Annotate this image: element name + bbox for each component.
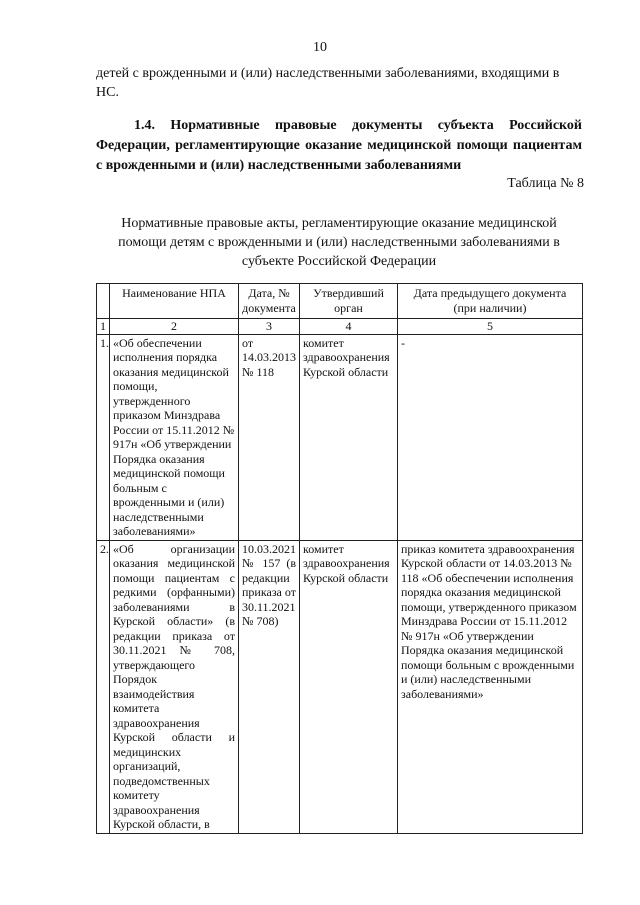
table-row	[97, 334, 583, 540]
page-number: 10	[313, 40, 327, 55]
table-caption: Нормативные правовые акты, регламентирующие оказание медицинской помощи детям с врожденными и (или) наследственными заболеваниями в субъекте Российской Федерации	[118, 216, 560, 269]
act-date: от 14.03.2013 № 118	[239, 334, 300, 540]
column-number: 4	[300, 319, 398, 335]
act-name: «Об организации оказания медицинской помощи пациентам с редкими (орфанными) заболеваниями в Курской области» (в редакции приказа от 30.11.2021 № 708, утверждающего Порядок взаимодействия комитета здравоохранения Курской области и медицинских организаций, подведомственных комитету здравоохранения Курской области, в	[110, 540, 239, 833]
column-number: 3	[239, 319, 300, 335]
header-cell-previous: Дата предыдущего документа (при наличии)	[398, 284, 583, 319]
table-number: Таблица № 8	[507, 176, 584, 191]
column-number: 2	[110, 319, 239, 335]
table-header-row	[97, 284, 583, 319]
act-date: 10.03.2021 № 157 (в редакции приказа от 30.11.2021 № 708)	[239, 540, 300, 833]
intro-paragraph: детей с врожденными и (или) наследственными заболеваниями, входящими в НС.	[96, 66, 560, 100]
column-number: 5	[398, 319, 583, 335]
previous-document: -	[398, 334, 583, 540]
header-cell-number	[97, 284, 110, 319]
previous-document: приказ комитета здравоохранения Курской области от 14.03.2013 № 118 «Об обеспечении исполнения порядка оказания медицинской помощи, утвержденного приказом Минздрава России от 15.11.2012 № 917н «Об утверждении Порядка оказания медицинской помощи больным с врожденными и (или) наследственными заболеваниями»	[398, 540, 583, 833]
header-cell-name: Наименование НПА	[110, 284, 239, 319]
section-heading: 1.4. Нормативные правовые документы субъекта Российской Федерации, регламентирующие оказание медицинской помощи пациентам с врожденными и (или) наследственными заболеваниями	[96, 118, 582, 173]
column-number-row	[97, 319, 583, 335]
header-cell-organ: Утвердивший орган	[300, 284, 398, 319]
table-row	[97, 540, 583, 833]
approving-organ: комитет здравоохранения Курской области	[300, 540, 398, 833]
header-cell-date: Дата, № документа	[239, 284, 300, 319]
act-name: «Об обеспечении исполнения порядка оказания медицинской помощи, утвержденного приказом Минздрава России от 15.11.2012 № 917н «Об утверждении Порядка оказания медицинской помощи больным с врожденными и (или) наследственными заболеваниями»	[110, 334, 239, 540]
approving-organ: комитет здравоохранения Курской области	[300, 334, 398, 540]
row-number: 1.	[97, 334, 110, 540]
column-number: 1	[97, 319, 110, 335]
npa-table	[96, 283, 583, 834]
row-number: 2.	[97, 540, 110, 833]
